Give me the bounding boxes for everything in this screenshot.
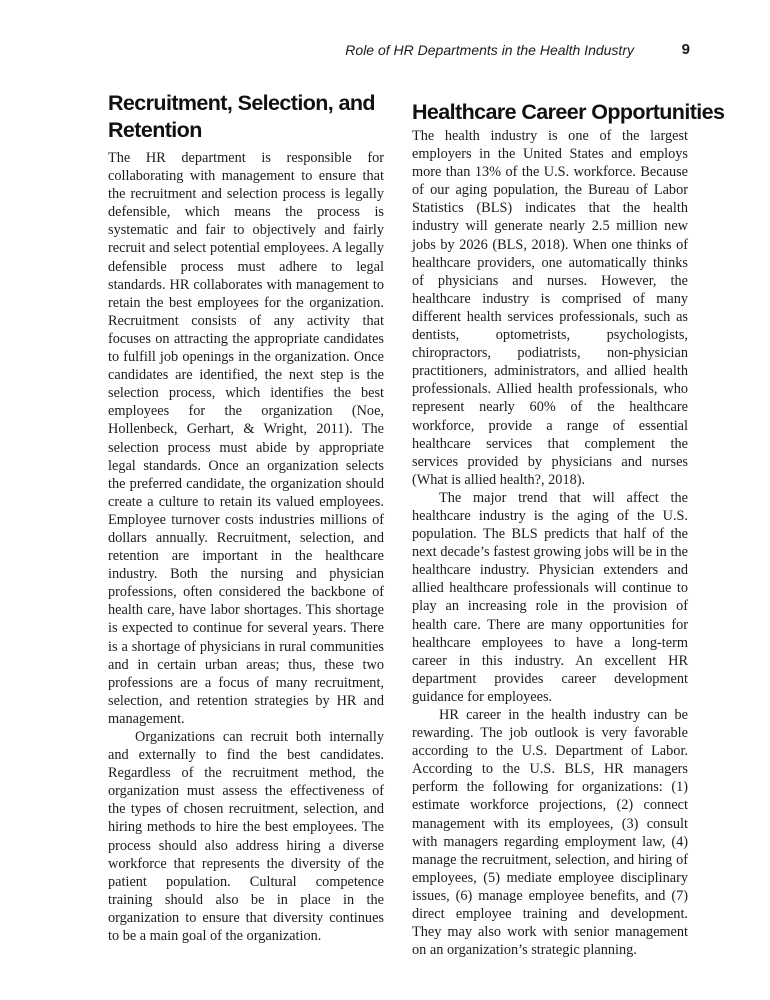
running-head	[300, 41, 690, 63]
left-column	[108, 90, 384, 945]
body-paragraph: The HR department is responsible for collaborating with management to ensure that the recruitment and selection process is legally defensible, which means the process is systematic and fair to objectively and fairly recruit and select potential employees. A legally defensible process must adhere to legal standards. HR collaborates with management to retain the best employees for the organization. Recruitment consists of any activity that focuses on attracting the appropriate candidates to fulfill job openings in the organization. Once candidates are identified, the next step is the selection process, which identifies the best employees for the organization (Noe, Hollenbeck, Gerhart, & Wright, 2011). The selection process must abide by appropriate legal standards. Once an organization selects the preferred candidate, the organization should create a culture to retain its valued employees. Employee turnover costs industries millions of dollars annually. Recruitment, selection, and retention are important in the healthcare industry. Both the nursing and physician professions, often considered the backbone of health care, have labor shortages. This shortage is expected to continue for several years. There is a shortage of physicians in rural communities and in certain urban areas; thus, these two professions are a focus of many recruitment, selection, and retention strategies by HR and management.	[108, 150, 384, 727]
page-number: 9	[681, 41, 690, 58]
running-head-title: Role of HR Departments in the Health Industry	[345, 42, 634, 58]
section-heading-recruitment: Recruitment, Selection, and Retention	[108, 91, 375, 142]
body-paragraph: Organizations can recruit both internally and externally to find the best candidates. Regardless of the recruitment method, the organization must assess the effectiveness of the types of chosen recruitment, selection, and hiring methods to hire the best employees. The process should also address hiring a diverse workforce that represents the diversity of the patient population. Cultural competence training should also be in place in the organization to ensure that diversity continues to be a main goal of the organization.	[108, 729, 384, 945]
body-paragraph: HR career in the health industry can be rewarding. The job outlook is very favorable according to the U.S. Department of Labor. According to the U.S. BLS, HR managers perform the following for organizations: (1) estimate workforce projections, (2) connect management with its employees, (3) consult with managers regarding employment law, (4) manage the recruitment, selection, and hiring of employees, (5) mediate employee disciplinary issues, (6) manage employee benefits, and (7) direct employee training and development. They may also work with senior management on an organization’s strategic planning.	[412, 707, 688, 959]
section-heading-career-opportunities: Healthcare Career Opportunities	[412, 100, 725, 124]
body-paragraph: The health industry is one of the largest employers in the United States and employs more than 13% of the U.S. workforce. Because of our aging population, the Bureau of Labor Statistics (BLS) indicates that the health industry will generate nearly 2.5 million new jobs by 2026 (BLS, 2018). When one thinks of healthcare providers, one automatically thinks of physicians and nurses. However, the healthcare industry is comprised of many different health services professionals, such as dentists, optometrists, psychologists, chiropractors, podiatrists, non-physician practitioners, administrators, and allied health professionals. Allied health professionals, who represent nearly 60% of the healthcare workforce, provide a range of essential healthcare services that complement the services provided by physicians and nurses (What is allied health?, 2018).	[412, 128, 688, 488]
body-paragraph: The major trend that will affect the healthcare industry is the aging of the U.S. population. The BLS predicts that half of the next decade’s fastest growing jobs will be in the healthcare industry. Physician extenders and allied healthcare professionals will continue to play an increasing role in the provision of health care. There are many opportunities for healthcare employees to have a long-term career in this industry. An excellent HR department provides career development guidance for employees.	[412, 489, 688, 705]
right-column	[412, 90, 725, 959]
